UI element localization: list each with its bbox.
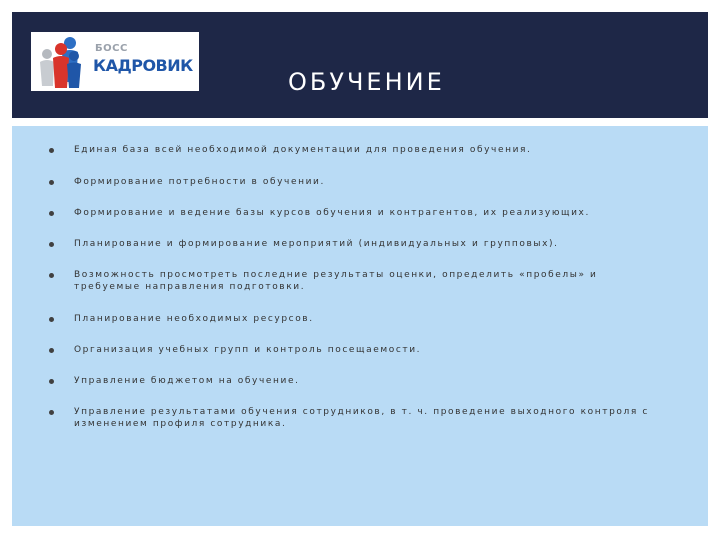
bullet-text: Возможность просмотреть последние результаты оценки, определить «пробелы» и требуемые направления подготовки. [74, 270, 598, 292]
bullet-icon [49, 242, 54, 247]
bullet-text: Единая база всей необходимой документации для проведения обучения. [74, 145, 532, 155]
bullet-icon [49, 379, 54, 384]
people-logo-icon [34, 34, 94, 90]
logo-text-top: БОСС [95, 43, 128, 54]
bullet-text: Формирование потребности в обучении. [74, 177, 325, 187]
logo [31, 32, 199, 91]
bullet-icon [49, 180, 54, 185]
header-banner [12, 12, 708, 118]
content-panel [12, 126, 708, 526]
bullet-icon [49, 273, 54, 278]
bullet-text: Формирование и ведение базы курсов обучения и контрагентов, их реализующих. [74, 208, 590, 218]
bullet-text: Управление результатами обучения сотрудников, в т. ч. проведение выходного контроля с изменением профиля сотрудника. [74, 407, 649, 429]
bullet-text: Планирование необходимых ресурсов. [74, 314, 314, 324]
bullet-icon [49, 348, 54, 353]
bullet-text: Планирование и формирование мероприятий (индивидуальных и групповых). [74, 239, 559, 249]
bullet-icon [49, 211, 54, 216]
bullet-text: Управление бюджетом на обучение. [74, 376, 300, 386]
bullet-icon [49, 317, 54, 322]
bullet-icon [49, 410, 54, 415]
bullet-text: Организация учебных групп и контроль посещаемости. [74, 345, 422, 355]
slide-title: ОБУЧЕНИЕ [288, 68, 445, 96]
bullet-icon [49, 148, 54, 153]
logo-text-main: КАДРОВИК [93, 56, 193, 75]
